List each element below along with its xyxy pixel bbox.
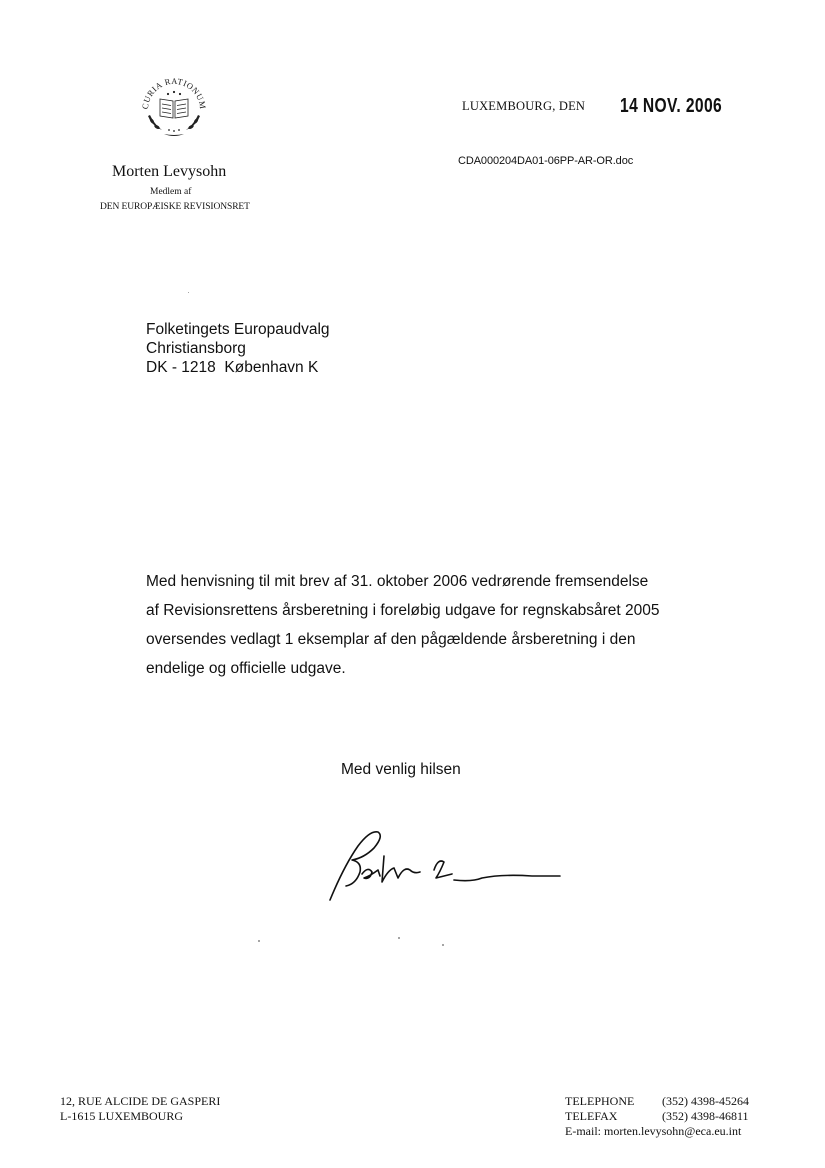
body-line: af Revisionsrettens årsberetning i foreløbig udgave for regnskabsåret 2005 bbox=[146, 602, 660, 619]
eca-seal-logo bbox=[138, 74, 210, 140]
signature bbox=[322, 826, 567, 906]
scan-speck bbox=[258, 940, 260, 942]
sender-organization: DEN EUROPÆISKE REVISIONSRET bbox=[100, 202, 250, 212]
address-line: L-1615 LUXEMBOURG bbox=[60, 1109, 183, 1123]
telephone-row bbox=[565, 1094, 749, 1109]
date-label: LUXEMBOURG, DEN bbox=[462, 99, 586, 113]
seal-motto: CURIA RATIONUM bbox=[139, 75, 209, 110]
scan-speck bbox=[398, 937, 400, 939]
address-line: 12, RUE ALCIDE DE GASPERI bbox=[60, 1094, 221, 1108]
recipient-line: Christiansborg bbox=[146, 340, 246, 357]
recipient-address bbox=[146, 320, 330, 377]
telefax-value: (352) 4398-46811 bbox=[662, 1109, 749, 1123]
letter-body bbox=[146, 567, 666, 683]
scan-speck bbox=[188, 292, 189, 293]
recipient-line: DK - 1218 København K bbox=[146, 359, 319, 376]
footer-address bbox=[60, 1094, 220, 1124]
footer-contact bbox=[565, 1094, 749, 1139]
telefax-row bbox=[565, 1109, 749, 1124]
body-line: Med henvisning til mit brev af 31. oktober 2006 vedrørende fremsendelse bbox=[146, 573, 649, 590]
sender-role: Medlem af bbox=[150, 187, 192, 197]
email-line: E-mail: morten.levysohn@eca.eu.int bbox=[565, 1124, 742, 1138]
recipient-line: Folketingets Europaudvalg bbox=[146, 321, 330, 338]
body-line: oversendes vedlagt 1 eksemplar af den pågældende årsberetning i den bbox=[146, 631, 636, 648]
handwritten-signature-icon bbox=[322, 826, 567, 906]
telefax-label: TELEFAX bbox=[565, 1109, 618, 1123]
date-stamp: 14 NOV. 2006 bbox=[620, 95, 723, 117]
scan-speck bbox=[442, 944, 444, 946]
telephone-label: TELEPHONE bbox=[565, 1094, 635, 1108]
closing-salutation: Med venlig hilsen bbox=[341, 761, 461, 778]
body-line: endelige og officielle udgave. bbox=[146, 660, 346, 677]
eca-seal-icon bbox=[138, 74, 210, 140]
telephone-value: (352) 4398-45264 bbox=[662, 1094, 749, 1108]
sender-name: Morten Levysohn bbox=[112, 163, 227, 180]
document-reference: CDA000204DA01-06PP-AR-OR.doc bbox=[458, 155, 634, 167]
